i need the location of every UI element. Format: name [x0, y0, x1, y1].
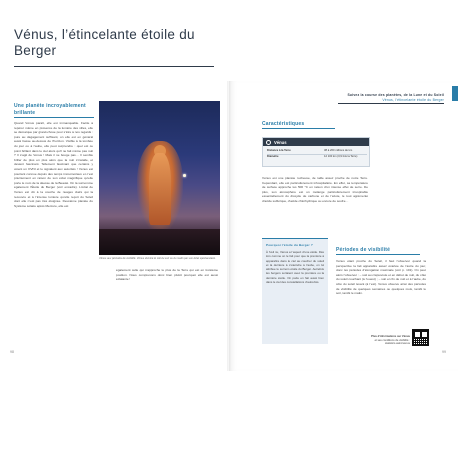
photo-caption: Vénus aux périodes de visibilité. Vénus domine le ciel du soir ou du matin par son éclat spectaculaire.: [99, 257, 216, 260]
body-text-continued: également celle qui s’approche le plus de la Terre qui est en troisième position. Nous comprenons donc bien plutôt pourquoi elle est aussi éclatante !: [116, 268, 218, 282]
planet-card-header: [263, 138, 369, 146]
card-row-value: 12 100 km (0,9 fois la Terre): [324, 155, 358, 158]
sidebox-text: À l’œil nu, Vénus a l’aspect d’une étoile. Dès lors comme on le fait pour que la première à apparaître dans le ciel au coucher du soleil et la dernière à s’éteindre à l’aube, on lui attribue le surnom étoile du Berger. Autrefois les bergers sortaient avec la première ou la dernière étoile. On parle en fait aussi bien dans le ciel des constellations d’autrefois.: [266, 250, 324, 285]
qr-caption-line: et ses conditions de visibilité :: [374, 338, 410, 342]
running-header: Suivez la course des planètes, de la Lune et du Soleil: [347, 93, 444, 97]
book-gutter: [227, 81, 231, 371]
card-row: [267, 155, 367, 160]
qr-code-icon[interactable]: [412, 329, 429, 346]
characteristics-title: Caractéristiques: [262, 121, 305, 127]
venus-star-icon: [183, 174, 186, 177]
page-number-left: 98: [10, 350, 14, 354]
card-row-label: Distance à la Terre: [267, 149, 291, 152]
card-row-label: Diamètre: [267, 155, 279, 158]
sidebox-title: Pourquoi l’étoile du Berger ?: [266, 243, 313, 247]
chapter-tab: [452, 86, 458, 101]
venus-statue-photo: [99, 101, 220, 255]
visibility-title: Périodes de visibilité: [336, 247, 391, 253]
ground-silhouette: [99, 229, 220, 255]
visibility-divider: [336, 254, 420, 255]
running-subheader: Vénus, l’étincelante étoile du Berger: [382, 98, 444, 102]
header-divider: [338, 103, 444, 104]
qr-caption: [347, 335, 410, 346]
page-title: Vénus, l’étincelante étoile du Berger: [14, 27, 195, 58]
section-divider: [14, 117, 94, 118]
visibility-text: Vénus étant proche du Soleil, il faut l’observer quand la perspective la fait apparaître assez écartée de l’astre du jour, donc les périodes d’élongation maximale (voir p. 101). On peut alors l’observer : – soit au crépuscule et en début de nuit, du côté du soleil couchant (à l’ouest) ; – soit en fin de nuit et à l’aube, du côté du soleil levant (à l’est). Vénus observe ainsi des périodes de visibilité de quelques semaines ou quelques mois, tantôt le soir, tantôt le matin.: [336, 259, 426, 296]
planet-card: [262, 137, 370, 167]
card-row-value: 38 à 260 millions de km: [324, 149, 353, 152]
title-divider: [14, 66, 214, 67]
qr-caption-line: statistics.astro/venus: [385, 342, 410, 346]
info-sidebox: [262, 238, 328, 344]
characteristics-divider: [262, 128, 335, 129]
body-text-right: Vénus est une planète rocheuse, de taille assez proche de notre Terre. Cependant, elle est particulièrement inhospitalière. En effet, sa température de surface approche les 500 °C en raison d’un intense effet de serre. De plus, son atmosphère est un mélange particulièrement irrespirable essentiellement du dioxyde de carbone et de l’azote, le tout agrémenté d’acide sulfurique, d’acide chlorhydrique ou encore de soufre…: [262, 176, 368, 203]
planet-name: Vénus: [274, 139, 287, 145]
qr-caption-line: Plus d’informations sur Vénus: [371, 335, 410, 338]
page-number-right: 99: [442, 350, 446, 354]
section-title: Une planète incroyablement brillante: [14, 103, 86, 116]
planet-icon: [266, 140, 271, 145]
body-text: Quand Vénus paraît, elle est immanquable. Facile à repérer même en présence de la lumière des villes, elle se démarque par grand-chose pour s’être à nos regards : pure au dégagement suffisant, on elle est en général aussi basse au-dessus de l’horizon. Visible à la tombée du jour ou à l’aube, elle peut surprendre : quel est ce point brillant dans le ciel alors qu’il ne fait même pas nuit ? Il s’agit de Vénus ! Mais il ne bouge pas… Il semble briller de plus en plus alors que la nuit s’installe, et devient fascinant. Tellement fascinant que certains y voient un OVNI et le signalent aux autorités ! Vénus est pourtant connue depuis des temps immémoriaux et c’est précisément en raison de son éclat magnifique qu’elle porte le nom de la déesse de la Beauté. On la surnomme également l’Étoile du Berger (voir encadré). L’éclat de Vénus est dû à la couche de nuages clairs qui la recouvre et à l’intense lumière qu’elle reçoit du Soleil dont elle n’est pas très éloignée. Deuxième planète du Système solaire après Mercure, elle est: [14, 121, 93, 208]
statue: [149, 153, 171, 225]
